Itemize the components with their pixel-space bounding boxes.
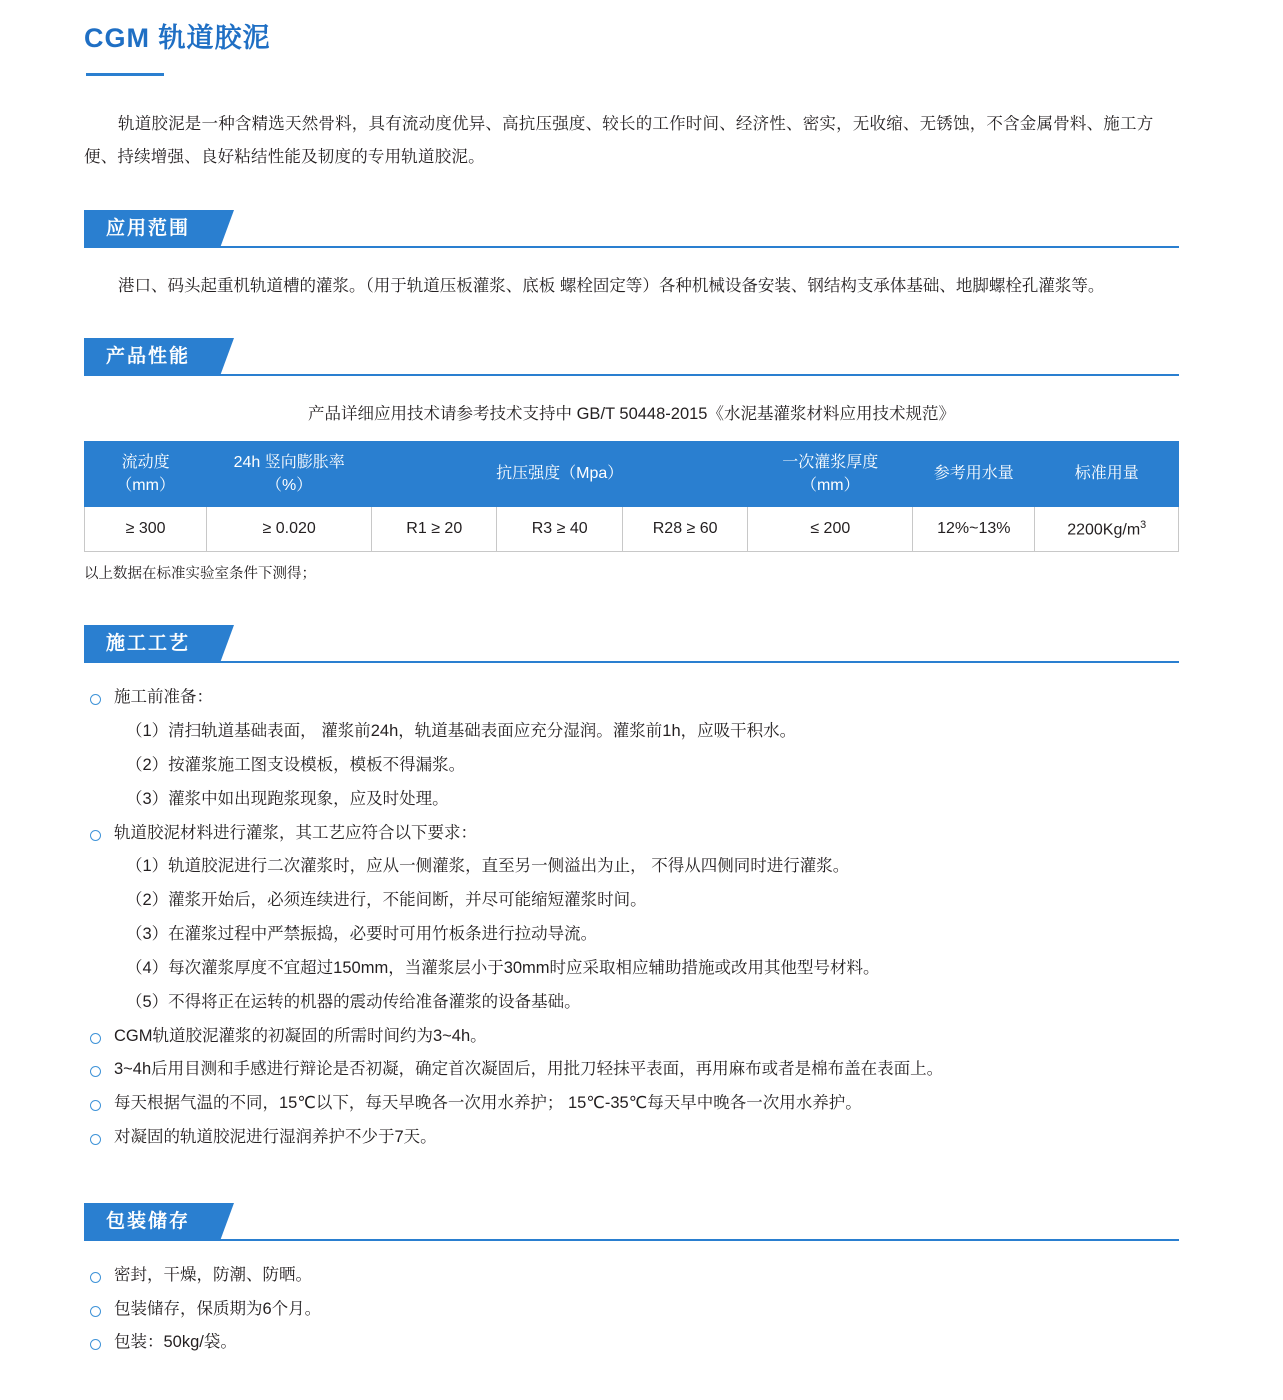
section-title-packaging: 包装储存 — [84, 1203, 220, 1241]
cell-flow: ≥ 300 — [85, 507, 207, 552]
list-item: 对凝固的轨道胶泥进行湿润养护不少于7天。 — [84, 1121, 1179, 1155]
list-item: 3~4h后用目测和手感进行辩论是否初凝，确定首次凝固后，用批刀轻抹平表面，再用麻布或者是棉布盖在表面上。 — [84, 1053, 1179, 1087]
page-title: CGM 轨道胶泥 — [84, 23, 271, 53]
list-item: 密封，干燥，防潮、防晒。 — [84, 1259, 1179, 1293]
header-water — [913, 441, 1035, 506]
cell-dosage-exponent: 3 — [1140, 519, 1147, 532]
header-water-label: 参考用水量 — [933, 465, 1014, 483]
header-thickness-line1: 一次灌浆厚度 — [782, 453, 879, 471]
header-flow-line1: 流动度 — [121, 453, 170, 471]
list-item: 轨道胶泥材料进行灌浆，其工艺应符合以下要求： — [84, 817, 1179, 851]
list-item: 包装储存，保质期为6个月。 — [84, 1293, 1179, 1327]
performance-standard-note: 产品详细应用技术请参考技术支持中 GB/T 50448-2015《水泥基灌浆材料应用技术规范》 — [308, 405, 955, 424]
section-header-performance — [84, 338, 1179, 376]
header-expansion-line2: （%） — [266, 476, 313, 494]
section-title-application: 应用范围 — [84, 210, 220, 248]
process-list — [84, 681, 1179, 1154]
section-rule — [84, 246, 1179, 248]
list-item: （1）清扫轨道基础表面， 灌浆前24h，轨道基础表面应充分湿润。灌浆前1h，应吸干积水。 — [126, 722, 797, 741]
list-item: （2）按灌浆施工图支设模板，模板不得漏浆。 — [126, 756, 466, 774]
cell-r1: R1 ≥ 20 — [372, 507, 497, 552]
list-item: （2）灌浆开始后，必须连续进行，不能间断，并尽可能缩短灌浆时间。 — [126, 891, 647, 910]
cell-dosage — [1035, 507, 1179, 552]
header-dosage-label: 标准用量 — [1074, 465, 1139, 483]
header-flow — [85, 441, 207, 506]
performance-table — [84, 441, 1179, 553]
header-flow-line2: （mm） — [116, 476, 175, 494]
section-header-process — [84, 625, 1179, 663]
list-item: （3）灌浆中如出现跑浆现象，应及时处理。 — [126, 789, 449, 808]
list-item: （5）不得将正在运转的机器的震动传给准备灌浆的设备基础。 — [126, 992, 581, 1011]
cell-expansion: ≥ 0.020 — [207, 507, 372, 552]
cell-dosage-value: 2200Kg/m — [1067, 521, 1141, 539]
list-item: （1）轨道胶泥进行二次灌浆时，应从一侧灌浆，直至另一侧溢出为止， 不得从四侧同时进行灌浆。 — [126, 857, 850, 876]
header-compressive-strength-label: 抗压强度（Mpa） — [496, 465, 624, 483]
cell-thickness: ≤ 200 — [748, 507, 913, 552]
list-item: （4）每次灌浆厚度不宜超过150mm，当灌浆层小于30mm时应采取相应辅助措施或改用其他型号材料。 — [126, 958, 880, 977]
section-rule — [84, 374, 1179, 376]
list-item: 包装：50kg/袋。 — [84, 1326, 1179, 1360]
section-header-packaging — [84, 1203, 1179, 1241]
list-item: （3）在灌浆过程中严禁振捣，必要时可用竹板条进行拉动导流。 — [126, 925, 598, 944]
section-header-application — [84, 210, 1179, 248]
section-rule — [84, 661, 1179, 663]
list-item: 施工前准备： — [84, 681, 1179, 715]
list-item: CGM轨道胶泥灌浆的初凝固的所需时间约为3~4h。 — [84, 1020, 1179, 1054]
cell-r28: R28 ≥ 60 — [622, 507, 747, 552]
cell-r3: R3 ≥ 40 — [497, 507, 622, 552]
section-rule — [84, 1239, 1179, 1241]
header-thickness-line2: （mm） — [800, 476, 860, 494]
header-compressive-strength — [372, 441, 748, 506]
header-expansion-line1: 24h 竖向膨胀率 — [233, 453, 345, 471]
intro-paragraph: 轨道胶泥是一种含精选天然骨料，具有流动度优异、高抗压强度、较长的工作时间、经济性、密实，无收缩、无锈蚀，不含金属骨料、施工方便、持续增强、良好粘结性能及韧度的专用轨道胶泥。 — [84, 115, 1154, 166]
table-footnote: 以上数据在标准实验室条件下测得； — [84, 566, 316, 583]
header-expansion — [207, 441, 372, 506]
title-underline-rule — [86, 73, 164, 76]
header-thickness — [748, 441, 913, 506]
section-title-performance: 产品性能 — [84, 338, 220, 376]
header-dosage — [1035, 441, 1179, 506]
section-title-process: 施工工艺 — [84, 625, 220, 663]
list-item: 每天根据气温的不同，15℃以下，每天早晚各一次用水养护； 15℃-35℃每天早中晚各一次用水养护。 — [84, 1087, 1179, 1121]
application-text: 港口、码头起重机轨道槽的灌浆。（用于轨道压板灌浆、底板 螺栓固定等）各种机械设备安装、钢结构支承体基础、地脚螺栓孔灌浆等。 — [118, 277, 1105, 295]
table-row — [85, 507, 1179, 552]
packaging-list — [84, 1259, 1179, 1360]
cell-water: 12%~13% — [913, 507, 1035, 552]
table-header-row — [85, 441, 1179, 506]
